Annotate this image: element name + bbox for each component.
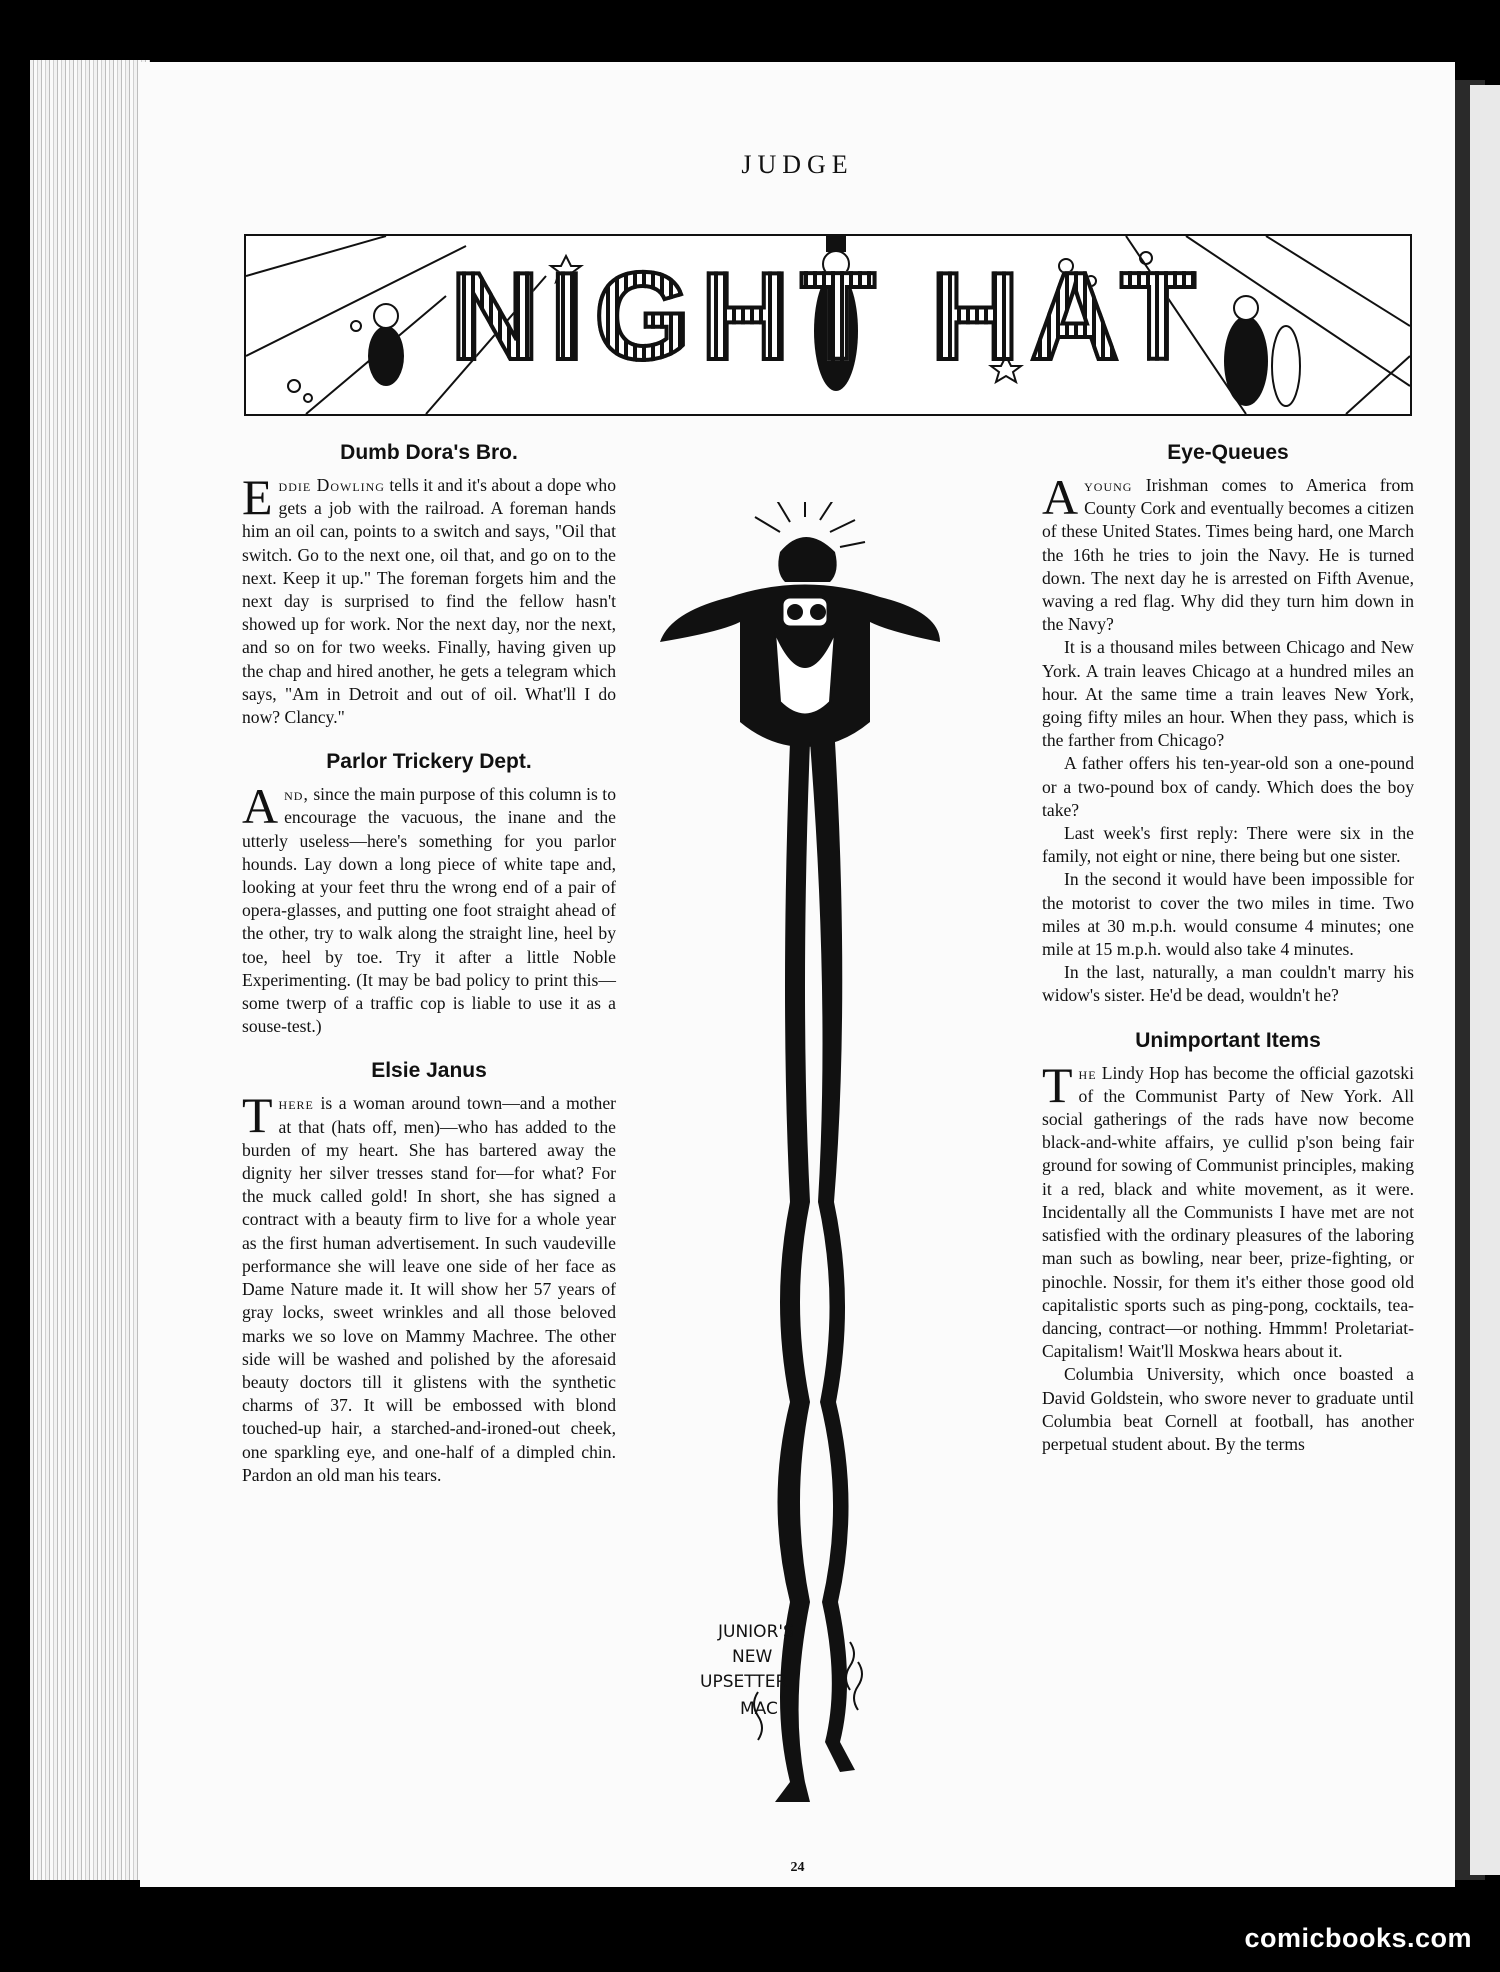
lead-in: he xyxy=(1078,1062,1097,1083)
article-paragraph: Ayoung Irishman comes to America from County Cork and eventually becomes a citizen of these United States. Times being hard, one March the 16th he tries to join the Navy. He is turned down. The next day he is arrested on Fifth Avenue, waving a red flag. Why did they turn him down in the Navy? xyxy=(1042,469,1414,635)
night-hat-banner xyxy=(244,234,1412,416)
article-paragraph: Columbia University, which once boasted a David Goldstein, who swore never to graduate until Columbia beat Cornell at football, has another perpetual student about. By the terms xyxy=(1042,1364,1414,1454)
drop-cap: T xyxy=(242,1087,273,1144)
article-paragraph: A father offers his ten-year-old son a one-pound or a two-pound box of candy. Which does the boy take? xyxy=(1042,753,1414,820)
drop-cap: A xyxy=(1042,469,1079,525)
running-head: JUDGE xyxy=(741,150,854,179)
article-paragraph: In the last, naturally, a man couldn't marry his widow's sister. He'd be dead, wouldn't he? xyxy=(1042,962,1414,1006)
article-heading: Parlor Trickery Dept. xyxy=(326,750,532,774)
long-legged-man-drawing xyxy=(640,502,1020,1842)
right-column xyxy=(1042,440,1414,1476)
article-paragraph: Last week's first reply: There were six in the family, not eight or nine, there being but one sister. xyxy=(1042,823,1414,867)
junior-upsetter-illustration xyxy=(640,502,1020,1842)
article-parlor-trickery xyxy=(242,749,616,1038)
magazine-page xyxy=(140,62,1455,1887)
book-page-edges xyxy=(30,60,150,1880)
illustration-caption-line: UPSETTER xyxy=(700,1672,788,1692)
article-paragraph: Eddie Dowling tells it and it's about a dope who gets a job with the railroad. A foreman hands him an oil can, points to a switch and says, "Oil that switch. Go to the next one, oil that, and go on to the next. Keep it up." The foreman forgets him and the next day is surprised to find the fellow hasn't showed up for work. Nor the next day, nor the next, and so on for two weeks. Finally, having given up the chap and hired another, he gets a telegram which says, "Am in Detroit and out of oil. What'll I do now? Clancy." xyxy=(242,469,616,728)
article-dumb-doras-bro xyxy=(242,440,616,729)
article-paragraph: It is a thousand miles between Chicago and New York. A train leaves Chicago at a hundred miles an hour. At the same time a train leaves New York, going fifty miles an hour. When they pass, which is the farther from Chicago? xyxy=(1042,637,1414,751)
drop-cap: E xyxy=(242,469,273,525)
lead-in: nd, xyxy=(284,784,309,805)
article-paragraph: In the second it would have been impossible for the motorist to cover the two miles in time. Two miles at 30 m.p.h. would consume 4 minutes; one mile at 15 m.p.h. would also take 4 minutes. xyxy=(1042,869,1414,960)
drop-cap: T xyxy=(1042,1056,1073,1113)
artist-signature: MAC xyxy=(740,1699,778,1719)
article-heading: Elsie Janus xyxy=(371,1059,487,1083)
lead-in: ddie Dowling xyxy=(278,475,385,495)
banner-title: NIGHT HAT xyxy=(246,246,1410,388)
left-column xyxy=(242,440,616,1507)
lead-in: young xyxy=(1084,475,1133,495)
article-paragraph: The Lindy Hop has become the official gazotski of the Communist Party of New York. All social gatherings of the rads have now become black-and-white affairs, ye cullid p'son being fair ground for sowing of Communist principles, making it a red, black and white movement, as it were. Incidentally all the Communists I have met are not satisfied with the ordinary pleasures of the laboring man such as bowling, near beer, prize-fighting, or pinochle. Nossir, for them it's either those good old capitalistic sports such as ping-pong, cocktails, tea-dancing, contract—or nothing. Hmmm! Proletariat-Capitalism! Wait'll Moskwa hears about it. xyxy=(1042,1056,1414,1362)
page-number: 24 xyxy=(790,1860,805,1875)
next-page-edge xyxy=(1470,85,1500,1875)
site-watermark: comicbooks.com xyxy=(1244,1923,1472,1953)
article-heading: Eye-Queues xyxy=(1167,441,1289,464)
article-paragraph: And, since the main purpose of this column is to encourage the vacuous, the inane and the utterly useless—here's something for you parlor hounds. Lay down a long piece of white tape and, looking at your feet thru the wrong end of a pair of opera-glasses, and putting one foot straight ahead of the other, try to walk along the straight line, heel by toe, heel by toe. Try it after a little Noble Experimenting. (It may be bad policy to print this—some twerp of a traffic cop is liable to use it as a souse-test.) xyxy=(242,778,616,1037)
lead-in: here xyxy=(278,1093,314,1114)
illustration-caption-line: NEW xyxy=(732,1647,773,1667)
article-eye-queues xyxy=(1042,440,1414,1008)
article-heading: Unimportant Items xyxy=(1135,1028,1321,1052)
article-elsie-janus xyxy=(242,1058,616,1486)
article-heading: Dumb Dora's Bro. xyxy=(340,441,518,464)
drop-cap: A xyxy=(242,778,279,835)
illustration-caption-line: JUNIOR'S xyxy=(718,1622,794,1642)
article-paragraph: There is a woman around town—and a mother at that (hats off, men)—who has added to the burden of my heart. She has bartered away the dignity her silver tresses stand for—for what? For the muck called gold! In short, she has signed a contract with a beauty firm to live for a whole year as the first human advertisement. In such vaudeville performance she will leave one side of her face as Dame Nature made it. It will show her 57 years of gray locks, sweet wrinkles and all those beloved marks we so love on Mammy Machree. The other side will be washed and polished by the aforesaid beauty doctors till it glistens with the synthetic charms of 37. It will be embossed with blond touched-up hair, a starched-and-ironed-out cheek, one sparkling eye, and one-half of a dimpled chin. Pardon an old man his tears. xyxy=(242,1087,616,1485)
article-unimportant-items xyxy=(1042,1028,1414,1456)
